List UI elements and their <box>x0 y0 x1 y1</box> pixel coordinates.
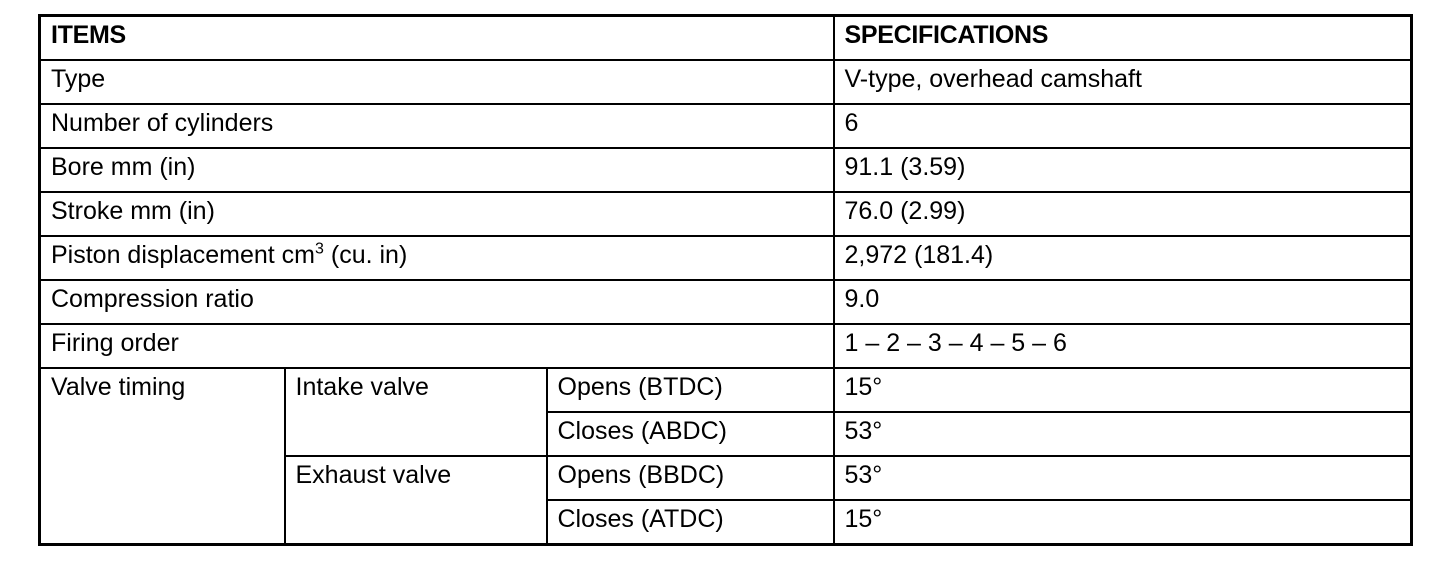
spec-type: V-type, overhead camshaft <box>834 60 1412 104</box>
item-type: Type <box>40 60 834 104</box>
item-compression: Compression ratio <box>40 280 834 324</box>
intake-opens-value: 15° <box>834 368 1412 412</box>
exhaust-valve-label: Exhaust valve <box>285 456 547 545</box>
table-row <box>40 60 1412 104</box>
intake-valve-label: Intake valve <box>285 368 547 456</box>
spec-firing-order: 1 – 2 – 3 – 4 – 5 – 6 <box>834 324 1412 368</box>
table-row <box>40 148 1412 192</box>
table-row <box>40 236 1412 280</box>
spec-compression: 9.0 <box>834 280 1412 324</box>
exhaust-opens-value: 53° <box>834 456 1412 500</box>
displacement-superscript: 3 <box>315 240 324 258</box>
valve-timing-label: Valve timing <box>40 368 285 545</box>
intake-opens-label: Opens (BTDC) <box>547 368 834 412</box>
item-displacement <box>40 236 834 280</box>
header-items: ITEMS <box>40 16 834 60</box>
item-bore: Bore mm (in) <box>40 148 834 192</box>
spec-stroke: 76.0 (2.99) <box>834 192 1412 236</box>
intake-closes-value: 53° <box>834 412 1412 456</box>
engine-spec-table <box>38 14 1413 546</box>
displacement-label: Piston displacement cm <box>51 240 316 269</box>
table-row <box>40 104 1412 148</box>
spec-cylinders: 6 <box>834 104 1412 148</box>
spec-bore: 91.1 (3.59) <box>834 148 1412 192</box>
header-specifications: SPECIFICATIONS <box>834 16 1412 60</box>
item-cylinders: Number of cylinders <box>40 104 834 148</box>
table-row <box>40 192 1412 236</box>
spec-displacement: 2,972 (181.4) <box>834 236 1412 280</box>
table-row <box>40 280 1412 324</box>
table-header-row <box>40 16 1412 60</box>
item-stroke: Stroke mm (in) <box>40 192 834 236</box>
intake-closes-label: Closes (ABDC) <box>547 412 834 456</box>
item-firing-order: Firing order <box>40 324 834 368</box>
exhaust-closes-label: Closes (ATDC) <box>547 500 834 545</box>
exhaust-opens-label: Opens (BBDC) <box>547 456 834 500</box>
table-row <box>40 368 1412 412</box>
table-row <box>40 324 1412 368</box>
displacement-unit: (cu. in) <box>323 240 408 269</box>
exhaust-closes-value: 15° <box>834 500 1412 545</box>
